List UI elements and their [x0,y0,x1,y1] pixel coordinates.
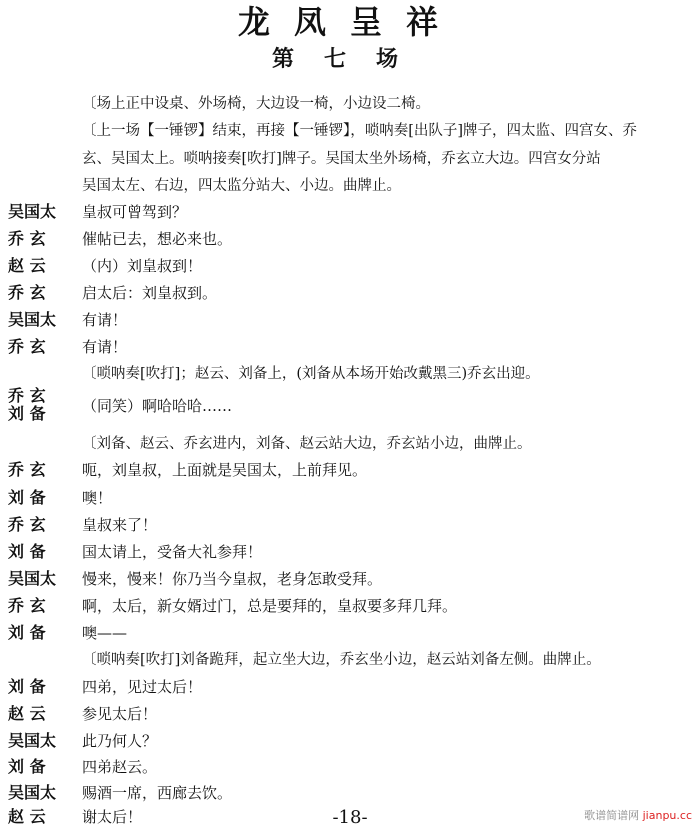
speaker-name: 刘 备 [8,488,46,507]
speaker-name: 乔 玄 [8,337,46,356]
speaker-name: 吴国太 [8,783,57,802]
speaker-name: 刘 备 [8,757,46,776]
line-text: 皇叔来了！ [82,516,158,534]
dialogue-line-duo [0,388,700,432]
watermark-prefix: 歌谱简谱网 [584,809,640,822]
speaker-name: 吴国太 [8,569,57,588]
line-text: （内）刘皇叔到！ [82,257,203,275]
speaker-name: 乔 玄 [8,596,46,615]
watermark-suffix: jianpu.cc [642,809,692,822]
line-text: 四弟，见过太后！ [82,678,203,696]
play-title: 龙凤呈祥 [237,3,462,41]
line-text: 赐酒一席，西廊去饮。 [82,784,233,802]
line-text: 有请！ [82,311,128,329]
speaker-name: 刘 备 [8,677,46,696]
line-text: 啊，太后，新女婿过门，总是要拜的，皇叔要多拜几拜。 [82,597,458,615]
line-text: 国太请上，受备大礼参拜！ [82,543,263,561]
line-text: 噢—— [82,624,128,642]
line-text: （同笑）啊哈哈哈…… [82,397,233,415]
speaker-name: 乔 玄 [8,515,46,534]
speaker-name: 乔 玄 [8,229,46,248]
line-text: 有请！ [82,338,128,356]
speaker-name: 乔 玄 [8,386,46,405]
line-text: 四弟赵云。 [82,758,158,776]
speaker-name: 吴国太 [8,310,57,329]
page-number: -18- [332,807,368,828]
speaker-name: 刘 备 [8,623,46,642]
speaker-name: 赵 云 [8,704,46,723]
speaker-name: 吴国太 [8,202,57,221]
speaker-name: 刘 备 [8,542,46,561]
line-text: 此乃何人？ [82,732,158,750]
watermark [584,808,692,824]
line-text: 启太后：刘皇叔到。 [82,284,218,302]
speaker-name: 赵 云 [8,807,46,826]
scene-title: 第七场 [271,47,428,72]
line-text: 噢！ [82,489,113,507]
line-text: 谢太后！ [82,808,143,826]
line-text: 参见太后！ [82,705,158,723]
line-text: 慢来，慢来！你乃当今皇叔，老身怎敢受拜。 [82,570,383,588]
speaker-name: 乔 玄 [8,460,46,479]
speaker-name: 赵 云 [8,256,46,275]
speaker-name: 乔 玄 [8,283,46,302]
line-text: 皇叔可曾驾到？ [82,203,188,221]
line-text: 呃，刘皇叔，上面就是吴国太，上前拜见。 [82,461,368,479]
speaker-name: 刘 备 [8,404,46,423]
line-text: 催帖已去，想必来也。 [82,230,233,248]
speaker-name: 吴国太 [8,731,57,750]
